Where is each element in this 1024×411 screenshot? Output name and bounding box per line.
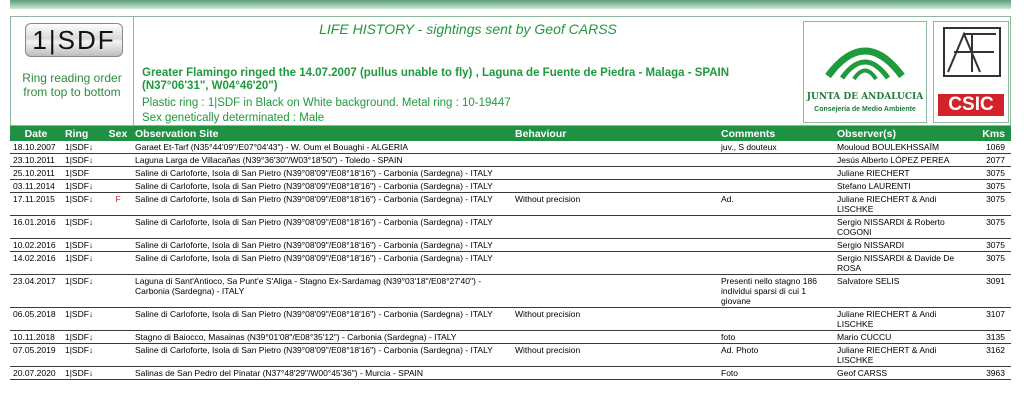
- cell-ring: 1|SDF↓: [62, 331, 104, 344]
- table-row: [10, 252, 1011, 275]
- table-row: [10, 180, 1011, 193]
- csic-logo-text: CSIC: [938, 94, 1004, 116]
- cell-kms: 3162: [978, 344, 1011, 367]
- cell-sex: [104, 275, 132, 308]
- cell-site: Stagno di Baiocco, Masainas (N39°01'08"/E08°35'12") - Carbonia (Sardegna) - ITALY: [132, 331, 512, 344]
- cell-date: 07.05.2019: [10, 344, 62, 367]
- cell-sex: [104, 252, 132, 275]
- cell-behaviour: Without precision: [512, 308, 718, 331]
- junta-emblem-icon: [822, 32, 908, 82]
- cell-observers: Jesús Alberto LÓPEZ PEREA: [834, 154, 978, 167]
- column-header-observers: Observer(s): [834, 126, 978, 141]
- table-row: [10, 154, 1011, 167]
- cell-date: 18.10.2007: [10, 141, 62, 154]
- cell-date: 23.04.2017: [10, 275, 62, 308]
- cell-site: Salinas de San Pedro del Pinatar (N37°48'29"/W00°45'36") - Murcia - SPAIN: [132, 367, 512, 380]
- cell-site: Laguna Larga de Villacañas (N39°36'30"/W03°18'50") - Toledo - SPAIN: [132, 154, 512, 167]
- table-row: [10, 216, 1011, 239]
- cell-kms: 1069: [978, 141, 1011, 154]
- ring-code: 1|SDF: [32, 25, 116, 55]
- csic-emblem-icon: [934, 22, 1010, 82]
- cell-behaviour: [512, 331, 718, 344]
- cell-ring: 1|SDF↓: [62, 180, 104, 193]
- cell-sex: [104, 367, 132, 380]
- column-header-sex: Sex: [104, 126, 132, 141]
- table-row: [10, 367, 1011, 380]
- column-header-site: Observation Site: [132, 126, 512, 141]
- cell-comments: [718, 180, 834, 193]
- cell-date: 17.11.2015: [10, 193, 62, 216]
- ring-image: [25, 23, 123, 57]
- cell-sex: [104, 308, 132, 331]
- cell-sex: [104, 331, 132, 344]
- cell-kms: 3107: [978, 308, 1011, 331]
- sightings-table: [10, 126, 1011, 380]
- cell-observers: Juliane RIECHERT & Andi LISCHKE: [834, 344, 978, 367]
- cell-sex: [104, 180, 132, 193]
- life-history-header: [10, 16, 1011, 126]
- cell-site: Garaet Et-Tarf (N35°44'09"/E07°04'43") - W. Oum el Bouaghi - ALGERIA: [132, 141, 512, 154]
- cell-ring: 1|SDF: [62, 167, 104, 180]
- cell-ring: 1|SDF↓: [62, 193, 104, 216]
- cell-sex: [104, 167, 132, 180]
- cell-observers: Juliane RIECHERT & Andi LISCHKE: [834, 308, 978, 331]
- table-row: [10, 275, 1011, 308]
- cell-site: Saline di Carloforte, Isola di San Pietro (N39°08'09"/E08°18'16") - Carbonia (Sardegna) - ITALY: [132, 193, 512, 216]
- cell-comments: Presenti nello stagno 186 individui sparsi di cui 1 giovane: [718, 275, 834, 308]
- cell-observers: Salvatore SELIS: [834, 275, 978, 308]
- cell-ring: 1|SDF↓: [62, 141, 104, 154]
- table-row: [10, 344, 1011, 367]
- cell-observers: Stefano LAURENTI: [834, 180, 978, 193]
- cell-observers: Sergio NISSARDI: [834, 239, 978, 252]
- cell-kms: 3075: [978, 180, 1011, 193]
- cell-site: Saline di Carloforte, Isola di San Pietro (N39°08'09"/E08°18'16") - Carbonia (Sardegna) - ITALY: [132, 216, 512, 239]
- cell-ring: 1|SDF↓: [62, 239, 104, 252]
- table-row: [10, 167, 1011, 180]
- cell-observers: Juliane RIECHERT & Andi LISCHKE: [834, 193, 978, 216]
- cell-observers: Mouloud BOULEKHSSAÏM: [834, 141, 978, 154]
- sex-determination: Sex genetically determinated : Male: [142, 112, 325, 124]
- ring-description: Plastic ring : 1|SDF in Black on White background. Metal ring : 10-19447: [142, 97, 511, 109]
- table-header-row: [10, 126, 1011, 141]
- cell-date: 10.11.2018: [10, 331, 62, 344]
- cell-date: 16.01.2016: [10, 216, 62, 239]
- cell-comments: [718, 167, 834, 180]
- cell-comments: Ad.: [718, 193, 834, 216]
- ringing-details: Greater Flamingo ringed the 14.07.2007 (pullus unable to fly) , Laguna de Fuente de Piedra - Malaga - SPAIN (N37°06'31", W04°46'20"): [142, 67, 730, 92]
- ring-reading-caption: Ring reading order from top to bottom: [22, 71, 122, 99]
- cell-comments: juv., S douteux: [718, 141, 834, 154]
- cell-behaviour: [512, 167, 718, 180]
- cell-site: Saline di Carloforte, Isola di San Pietro (N39°08'09"/E08°18'16") - Carbonia (Sardegna) - ITALY: [132, 180, 512, 193]
- cell-sex: [104, 154, 132, 167]
- cell-sex: [104, 239, 132, 252]
- cell-site: Saline di Carloforte, Isola di San Pietro (N39°08'09"/E08°18'16") - Carbonia (Sardegna) - ITALY: [132, 167, 512, 180]
- column-header-kms: Kms: [978, 126, 1011, 141]
- cell-behaviour: [512, 367, 718, 380]
- cell-ring: 1|SDF↓: [62, 308, 104, 331]
- cell-sex: [104, 141, 132, 154]
- cell-kms: 3963: [978, 367, 1011, 380]
- cell-ring: 1|SDF↓: [62, 367, 104, 380]
- cell-behaviour: [512, 239, 718, 252]
- bird-info-panel: [134, 17, 802, 125]
- cell-kms: 3075: [978, 216, 1011, 239]
- cell-kms: 3075: [978, 239, 1011, 252]
- cell-date: 25.10.2011: [10, 167, 62, 180]
- cell-sex: F: [104, 193, 132, 216]
- column-header-ring: Ring: [62, 126, 104, 141]
- page-title: LIFE HISTORY - sightings sent by Geof CARSS: [319, 21, 617, 37]
- cell-ring: 1|SDF↓: [62, 344, 104, 367]
- column-header-comments: Comments: [718, 126, 834, 141]
- cell-observers: Juliane RIECHERT: [834, 167, 978, 180]
- cell-behaviour: [512, 180, 718, 193]
- cell-observers: Mario CUCCU: [834, 331, 978, 344]
- cell-site: Saline di Carloforte, Isola di San Pietro (N39°08'09"/E08°18'16") - Carbonia (Sardegna) - ITALY: [132, 308, 512, 331]
- cell-comments: Foto: [718, 367, 834, 380]
- column-header-behaviour: Behaviour: [512, 126, 718, 141]
- cell-date: 14.02.2016: [10, 252, 62, 275]
- table-row: [10, 193, 1011, 216]
- cell-kms: 3075: [978, 167, 1011, 180]
- cell-behaviour: [512, 275, 718, 308]
- cell-behaviour: Without precision: [512, 344, 718, 367]
- cell-observers: Sergio NISSARDI & Roberto COGONI: [834, 216, 978, 239]
- cell-site: Saline di Carloforte, Isola di San Pietro (N39°08'09"/E08°18'16") - Carbonia (Sardegna) - ITALY: [132, 239, 512, 252]
- cell-date: 23.10.2011: [10, 154, 62, 167]
- cell-comments: foto: [718, 331, 834, 344]
- cell-kms: 3135: [978, 331, 1011, 344]
- cell-comments: [718, 154, 834, 167]
- cell-behaviour: [512, 216, 718, 239]
- cell-behaviour: [512, 141, 718, 154]
- cell-site: Laguna di Sant'Antioco, Sa Punt'e S'Aliga - Stagno Ex-Sardamag (N39°03'18"/E08°27'40") - Carbonia (Sardegna) - ITALY: [132, 275, 512, 308]
- junta-logo-name: JUNTA DE ANDALUCIA: [806, 92, 924, 102]
- column-header-date: Date: [10, 126, 62, 141]
- table-row: [10, 239, 1011, 252]
- cell-behaviour: Without precision: [512, 193, 718, 216]
- table-row: [10, 331, 1011, 344]
- cell-kms: 2077: [978, 154, 1011, 167]
- cell-date: 10.02.2016: [10, 239, 62, 252]
- cell-date: 03.11.2014: [10, 180, 62, 193]
- cell-comments: [718, 252, 834, 275]
- table-row: [10, 308, 1011, 331]
- cell-sex: [104, 344, 132, 367]
- cell-site: Saline di Carloforte, Isola di San Pietro (N39°08'09"/E08°18'16") - Carbonia (Sardegna) - ITALY: [132, 252, 512, 275]
- table-row: [10, 141, 1011, 154]
- ring-illustration-cell: [11, 17, 134, 125]
- cell-ring: 1|SDF↓: [62, 154, 104, 167]
- cell-comments: [718, 308, 834, 331]
- cell-behaviour: [512, 252, 718, 275]
- cell-kms: 3075: [978, 252, 1011, 275]
- cell-ring: 1|SDF↓: [62, 275, 104, 308]
- cell-ring: 1|SDF↓: [62, 216, 104, 239]
- cell-observers: Geof CARSS: [834, 367, 978, 380]
- cell-ring: 1|SDF↓: [62, 252, 104, 275]
- logos-panel: [803, 21, 1009, 123]
- csic-logo: [933, 21, 1009, 123]
- cell-behaviour: [512, 154, 718, 167]
- cell-comments: Ad. Photo: [718, 344, 834, 367]
- cell-date: 20.07.2020: [10, 367, 62, 380]
- cell-observers: Sergio NISSARDI & Davide De ROSA: [834, 252, 978, 275]
- cell-comments: [718, 216, 834, 239]
- cell-kms: 3075: [978, 193, 1011, 216]
- cell-date: 06.05.2018: [10, 308, 62, 331]
- cell-kms: 3091: [978, 275, 1011, 308]
- junta-logo-subtitle: Consejería de Medio Ambiente: [814, 106, 916, 113]
- cell-comments: [718, 239, 834, 252]
- cell-site: Saline di Carloforte, Isola di San Pietro (N39°08'09"/E08°18'16") - Carbonia (Sardegna) - ITALY: [132, 344, 512, 367]
- top-decorative-bar: [10, 0, 1011, 9]
- cell-sex: [104, 216, 132, 239]
- junta-andalucia-logo: [803, 21, 927, 123]
